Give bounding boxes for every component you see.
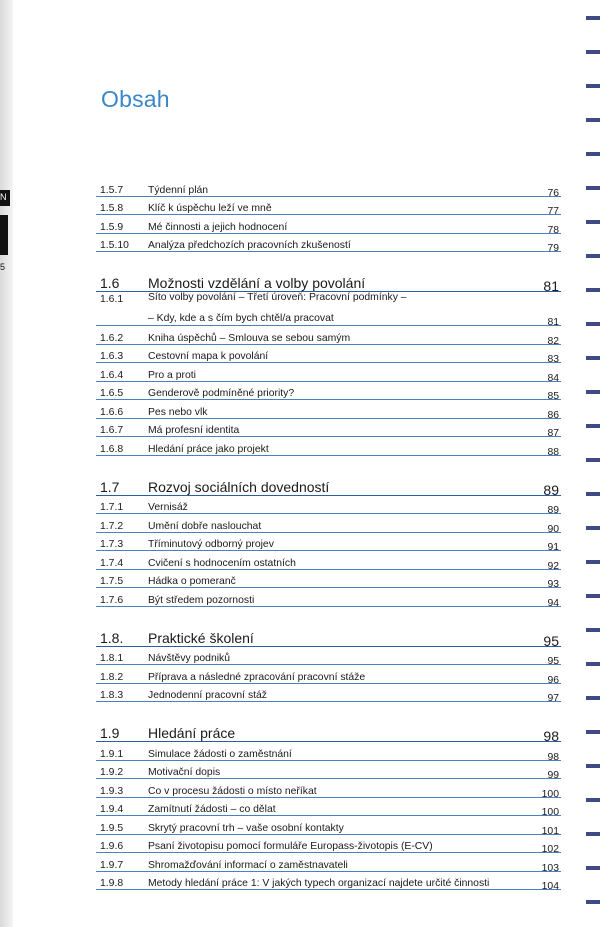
toc-entry bbox=[96, 382, 561, 401]
toc-entry bbox=[96, 178, 561, 197]
toc-entry bbox=[96, 761, 561, 780]
toc-entry bbox=[96, 798, 561, 817]
entry-page: 79 bbox=[547, 243, 559, 254]
entry-page: 89 bbox=[547, 505, 559, 516]
entry-title: Týdenní plán bbox=[148, 184, 209, 196]
section-page: 95 bbox=[543, 632, 559, 649]
section-page: 89 bbox=[543, 481, 559, 498]
entry-title: Klíč k úspěchu leží ve mně bbox=[148, 203, 272, 214]
entry-title-line2: – Kdy, kde a s čím bych chtěl/a pracovat bbox=[148, 313, 334, 324]
entry-page: 91 bbox=[547, 542, 559, 553]
entry-page: 77 bbox=[547, 206, 559, 217]
entry-page: 76 bbox=[547, 187, 559, 199]
toc-entry bbox=[96, 665, 561, 684]
section-page: 81 bbox=[543, 278, 559, 294]
toc-entry bbox=[96, 533, 561, 552]
entry-title: Pro a proti bbox=[148, 369, 196, 381]
entry-number: 1.8.3 bbox=[100, 690, 124, 701]
entry-number: 1.9.2 bbox=[100, 767, 124, 778]
entry-title-line1: Síto volby povolání – Třetí úroveň: Pracovní podmínky – bbox=[148, 292, 407, 303]
toc-section-heading bbox=[96, 473, 561, 496]
entry-page: 93 bbox=[547, 579, 559, 590]
toc-section-heading bbox=[96, 624, 561, 647]
toc-entry bbox=[96, 400, 561, 419]
entry-title: Psaní životopisu pomocí formuláře Europass-životopis (E-CV) bbox=[148, 841, 433, 852]
toc-entry bbox=[96, 779, 561, 798]
entry-number: 1.6.4 bbox=[100, 369, 124, 381]
section-title: Rozvoj sociálních dovedností bbox=[148, 478, 330, 495]
entry-page: 83 bbox=[547, 354, 559, 365]
section-number: 1.8. bbox=[100, 629, 124, 646]
spine-letter-bottom: 5 bbox=[0, 262, 6, 272]
entry-page: 81 bbox=[547, 317, 559, 328]
entry-page: 100 bbox=[541, 807, 559, 818]
entry-number: 1.7.2 bbox=[100, 520, 124, 532]
entry-number: 1.8.1 bbox=[100, 653, 124, 664]
entry-page: 99 bbox=[547, 770, 559, 781]
entry-page: 92 bbox=[547, 560, 559, 572]
entry-title: Jednodenní pracovní stáž bbox=[148, 690, 267, 701]
section-page: 98 bbox=[543, 728, 559, 744]
entry-number: 1.9.8 bbox=[100, 878, 124, 889]
entry-page: 102 bbox=[541, 844, 559, 855]
toc-entry bbox=[96, 234, 561, 253]
entry-page: 104 bbox=[541, 881, 559, 892]
entry-title: Hledání práce jako projekt bbox=[148, 443, 269, 455]
entry-page: 96 bbox=[547, 674, 559, 686]
entry-number: 1.5.7 bbox=[100, 184, 124, 196]
entry-page: 78 bbox=[547, 224, 559, 236]
toc-section-heading bbox=[96, 719, 561, 742]
entry-number: 1.7.3 bbox=[100, 539, 124, 550]
entry-page: 100 bbox=[541, 788, 559, 800]
toc-entry bbox=[96, 647, 561, 666]
entry-number: 1.9.1 bbox=[100, 748, 124, 760]
section-title: Možnosti vzdělání a volby povolání bbox=[148, 275, 366, 291]
entry-title: Tříminutový odborný projev bbox=[148, 539, 274, 550]
toc-entry bbox=[96, 496, 561, 515]
toc-entry bbox=[96, 588, 561, 607]
entry-page: 82 bbox=[547, 335, 559, 347]
toc-entry bbox=[96, 292, 561, 326]
entry-page: 86 bbox=[547, 409, 559, 421]
entry-number: 1.9.5 bbox=[100, 822, 124, 834]
entry-number: 1.5.9 bbox=[100, 221, 124, 233]
entry-number: 1.5.10 bbox=[100, 240, 129, 251]
entry-title: Příprava a následné zpracování pracovní stáže bbox=[148, 671, 366, 683]
entry-title: Metody hledání práce 1: V jakých typech organizací najdete určité činnosti bbox=[148, 878, 490, 889]
entry-page: 85 bbox=[547, 391, 559, 402]
toc-entry bbox=[96, 835, 561, 854]
entry-title: Hádka o pomeranč bbox=[148, 576, 236, 587]
section-number: 1.6 bbox=[100, 275, 120, 291]
entry-title: Zamítnutí žádosti – co dělat bbox=[148, 804, 276, 815]
toc-entry bbox=[96, 215, 561, 234]
section-number: 1.7 bbox=[100, 478, 120, 495]
entry-title: Shromažďování informací o zaměstnavateli bbox=[148, 859, 348, 871]
entry-title: Vernisáž bbox=[148, 502, 188, 513]
entry-number: 1.7.1 bbox=[100, 502, 124, 513]
entry-number: 1.7.5 bbox=[100, 576, 124, 587]
section-number: 1.9 bbox=[100, 725, 120, 741]
entry-page: 88 bbox=[547, 446, 559, 458]
section-title: Hledání práce bbox=[148, 725, 236, 741]
entry-title: Motivační dopis bbox=[148, 767, 221, 778]
entry-title: Být středem pozornosti bbox=[148, 594, 255, 606]
toc-entry bbox=[96, 816, 561, 835]
entry-title bbox=[148, 292, 529, 325]
entry-title: Pes nebo vlk bbox=[148, 406, 208, 418]
entry-title: Umění dobře naslouchat bbox=[148, 520, 262, 532]
entry-number: 1.6.5 bbox=[100, 388, 124, 399]
entry-title: Návštěvy podniků bbox=[148, 653, 231, 664]
toc-entry bbox=[96, 419, 561, 438]
toc-entry bbox=[96, 197, 561, 216]
toc-entry bbox=[96, 684, 561, 703]
entry-number: 1.5.8 bbox=[100, 203, 124, 214]
page-left-edge bbox=[0, 0, 13, 927]
entry-page: 84 bbox=[547, 372, 559, 384]
entry-title: Skrytý pracovní trh – vaše osobní kontakty bbox=[148, 822, 344, 834]
toc-entry bbox=[96, 742, 561, 761]
entry-number: 1.9.4 bbox=[100, 804, 124, 815]
entry-page: 95 bbox=[547, 656, 559, 667]
entry-number: 1.6.2 bbox=[100, 332, 124, 344]
entry-number: 1.8.2 bbox=[100, 671, 124, 683]
entry-page: 90 bbox=[547, 523, 559, 535]
entry-title: Analýza předchozích pracovních zkušeností bbox=[148, 240, 351, 251]
entry-title: Mé činnosti a jejich hodnocení bbox=[148, 221, 288, 233]
entry-number: 1.6.8 bbox=[100, 443, 124, 455]
entry-title: Simulace žádosti o zaměstnání bbox=[148, 748, 292, 760]
section-title: Praktické školení bbox=[148, 629, 254, 646]
entry-number: 1.6.3 bbox=[100, 351, 124, 362]
toc-entry bbox=[96, 872, 561, 891]
entry-number: 1.9.3 bbox=[100, 785, 124, 797]
entry-page: 103 bbox=[541, 862, 559, 874]
entry-page: 98 bbox=[547, 751, 559, 763]
spine-letter-top: N bbox=[0, 192, 7, 202]
entry-page: 101 bbox=[541, 825, 559, 837]
entry-number: 1.7.4 bbox=[100, 557, 124, 569]
entry-page: 94 bbox=[547, 597, 559, 609]
toc-entry bbox=[96, 853, 561, 872]
toc-entry bbox=[96, 345, 561, 364]
entry-title: Cvičení s hodnocením ostatních bbox=[148, 557, 296, 569]
toc-entry bbox=[96, 570, 561, 589]
page-title: Obsah bbox=[101, 86, 170, 112]
toc-entry bbox=[96, 363, 561, 382]
toc-entry bbox=[96, 514, 561, 533]
spine-mark-bar bbox=[0, 215, 8, 255]
entry-number: 1.6.1 bbox=[100, 294, 124, 305]
toc-entry bbox=[96, 437, 561, 456]
entry-title: Kniha úspěchů – Smlouva se sebou samým bbox=[148, 332, 351, 344]
entry-number: 1.7.6 bbox=[100, 594, 124, 606]
entry-number: 1.6.6 bbox=[100, 406, 124, 418]
entry-title: Co v procesu žádosti o místo neříkat bbox=[148, 785, 317, 797]
toc-entry bbox=[96, 551, 561, 570]
entry-title: Cestovní mapa k povolání bbox=[148, 351, 269, 362]
entry-title: Genderově podmíněné priority? bbox=[148, 388, 295, 399]
toc-section-heading bbox=[96, 269, 561, 292]
entry-page: 87 bbox=[547, 428, 559, 439]
entry-number: 1.9.7 bbox=[100, 859, 124, 871]
entry-page: 97 bbox=[547, 693, 559, 704]
page-right-edge bbox=[586, 0, 600, 927]
entry-number: 1.9.6 bbox=[100, 841, 124, 852]
entry-number: 1.6.7 bbox=[100, 425, 124, 436]
toc-entry bbox=[96, 326, 561, 345]
table-of-contents bbox=[96, 178, 561, 890]
entry-title: Má profesní identita bbox=[148, 425, 240, 436]
